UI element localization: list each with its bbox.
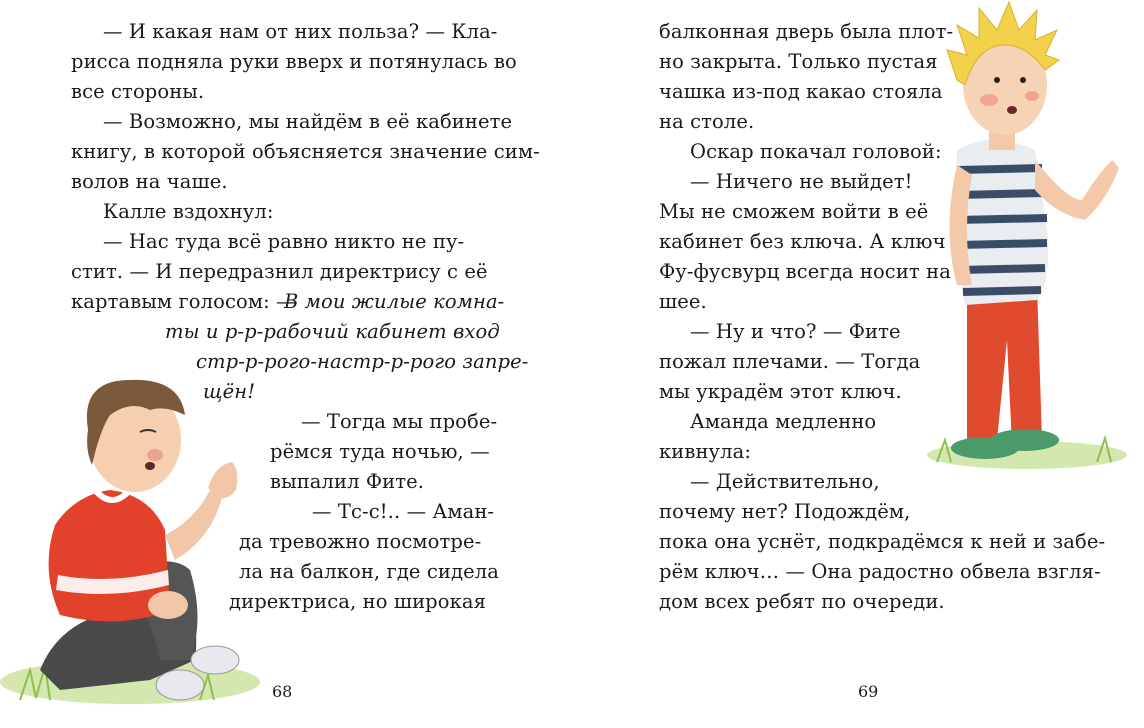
text-line: книгу, в которой объясняется значение сим-: [71, 140, 540, 163]
text-line: ла на балкон, где сидела: [239, 560, 499, 583]
text-line: выпалил Фите.: [270, 470, 425, 493]
text-line: кабинет без ключа. А ключ: [659, 230, 946, 253]
text-line-italic: ты и р-р-рабочий кабинет вход: [165, 320, 500, 343]
text-line: — Ну и что? — Фите: [690, 320, 901, 343]
text-line: волов на чаше.: [71, 170, 228, 193]
right-page: [572, 0, 1144, 728]
text-line: — И какая нам от них польза? — Кла-: [103, 20, 498, 43]
text-line: пожал плечами. — Тогда: [659, 350, 921, 373]
text-line: Оскар покачал головой:: [690, 140, 942, 163]
text-line: — Возможно, мы найдём в её кабинете: [103, 110, 513, 133]
text-line: шее.: [659, 290, 707, 313]
text-line-italic: стр-р-рого-настр-р-рого запре-: [196, 350, 529, 373]
text-line: на столе.: [659, 110, 755, 133]
text-line: кивнула:: [659, 440, 752, 463]
page-number: 69: [858, 682, 879, 701]
text-line: Аманда медленно: [690, 410, 877, 433]
text-line: дом всех ребят по очереди.: [659, 590, 945, 613]
text-line: мы украдём этот ключ.: [659, 380, 902, 403]
page-number: 68: [272, 682, 293, 701]
text-line: пока она уснёт, подкрадёмся к ней и забе-: [659, 530, 1106, 553]
text-line: Мы не сможем войти в её: [659, 200, 929, 223]
text-line: рёмся туда ночью, —: [270, 440, 490, 463]
text-line: все стороны.: [71, 80, 205, 103]
text-line: — Ничего не выйдет!: [690, 170, 913, 193]
text-line: рисса подняла руки вверх и потянулась во: [71, 50, 517, 73]
text-line: но закрыта. Только пустая: [659, 50, 938, 73]
text-line: Калле вздохнул:: [103, 200, 274, 223]
text-line: балконная дверь была плот-: [659, 20, 954, 43]
text-line: директриса, но широкая: [229, 590, 487, 613]
text-line: рём ключ… — Она радостно обвела взгля-: [659, 560, 1101, 583]
text-line: картавым голосом: —: [71, 290, 296, 313]
text-line: почему нет? Подождём,: [659, 500, 911, 523]
text-line: чашка из-под какао стояла: [659, 80, 943, 103]
text-line: Фу-фусвурц всегда носит на: [659, 260, 951, 283]
text-line-italic: В мои жилые комна-: [284, 290, 505, 313]
text-line: да тревожно посмотре-: [239, 530, 482, 553]
text-line: — Действительно,: [690, 470, 880, 493]
text-line: — Нас туда всё равно никто не пу-: [103, 230, 465, 253]
text-line-italic: щён!: [203, 380, 256, 403]
text-line: стит. — И передразнил директрису с её: [71, 260, 488, 283]
text-line: — Тс-с!.. — Аман-: [312, 500, 495, 523]
text-line: — Тогда мы пробе-: [301, 410, 498, 433]
standing-boy-illustration: [917, 0, 1127, 470]
